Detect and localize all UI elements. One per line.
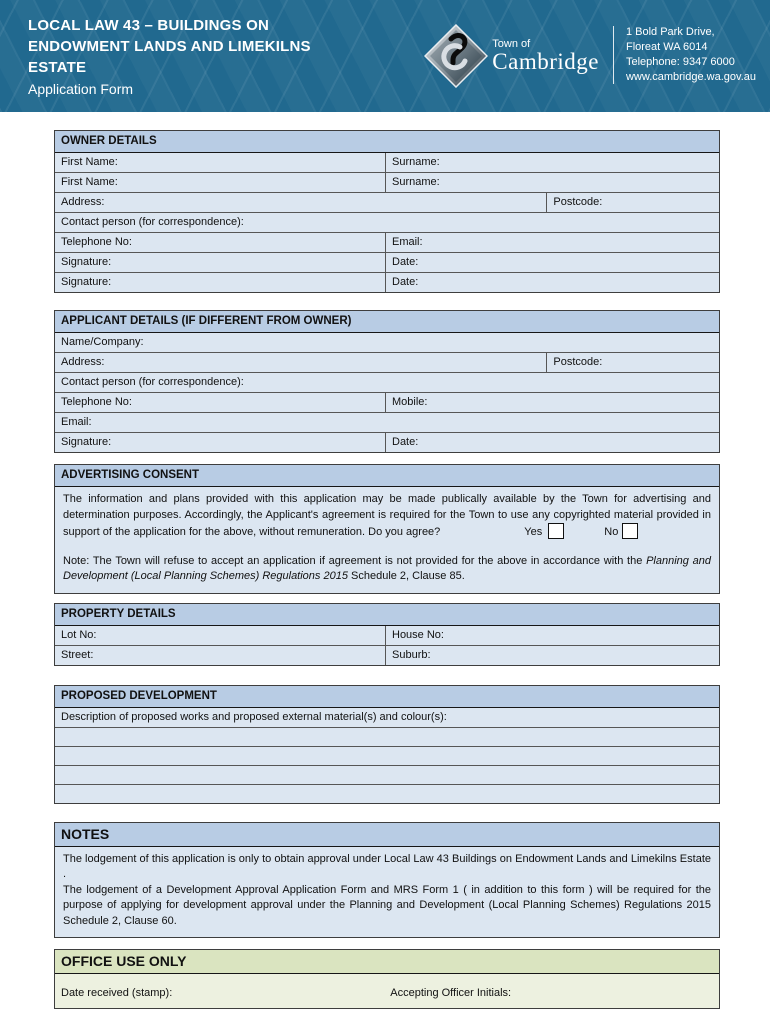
description-writing-line[interactable] (55, 765, 719, 784)
town-of-cambridge-logo (424, 24, 599, 88)
field-applicant-contact-person[interactable]: Contact person (for correspondence): (61, 376, 244, 388)
table-row (55, 333, 719, 352)
field-owner-email[interactable]: Email: (385, 233, 719, 252)
field-applicant-signature[interactable]: Signature: (61, 436, 112, 448)
description-writing-line[interactable] (55, 784, 719, 803)
field-applicant-email[interactable]: Email: (61, 416, 92, 428)
contact-block (626, 24, 756, 85)
table-row (55, 372, 719, 392)
table-row (55, 153, 719, 172)
page-header (0, 0, 770, 112)
logo-cambridge: Cambridge (492, 49, 599, 74)
table-row (55, 412, 719, 432)
field-lot-no[interactable]: Lot No: (61, 628, 97, 641)
table-row (55, 392, 719, 412)
contact-address-line-1: 1 Bold Park Drive, (625, 26, 715, 38)
table-row (55, 192, 719, 212)
consent-note (63, 554, 711, 585)
consent-paragraph (63, 492, 711, 541)
consent-note-regulation: Planning and Development (Local Planning Schemes) Regulations 2015 (63, 554, 711, 582)
notes-section (54, 822, 720, 939)
header-titles (28, 15, 311, 112)
field-street[interactable]: Street: (61, 648, 94, 661)
office-use-only-body (55, 974, 719, 1008)
consent-note-prefix: Note: The Town will refuse to accept an application if agreement is not provided for the above in accordance with the (63, 554, 647, 567)
table-row (55, 212, 719, 232)
property-details-section (54, 603, 720, 666)
office-use-only-header: OFFICE USE ONLY (55, 950, 719, 974)
field-applicant-address[interactable]: Address: (61, 356, 105, 368)
page-title-line-1: LOCAL LAW 43 – BUILDINGS ON (28, 17, 269, 34)
advertising-consent-body (55, 487, 719, 593)
contact-website: www.cambridge.wa.gov.au (625, 71, 756, 83)
field-first-name-1[interactable]: First Name: (61, 156, 118, 168)
table-row (55, 432, 719, 452)
notes-body (55, 847, 719, 938)
field-owner-signature-1[interactable]: Signature: (61, 256, 112, 268)
header-divider (613, 26, 614, 84)
contact-telephone: Telephone: 9347 6000 (625, 56, 735, 68)
logo-wordmark (492, 38, 599, 74)
notes-line-1: The lodgement of this application is only to obtain approval under Local Law 43 Buildings on Endowment Lands and Limekilns Estate . (63, 852, 711, 880)
table-row (55, 626, 719, 645)
page-title-line-3: ESTATE (28, 59, 87, 76)
field-owner-postcode[interactable]: Postcode: (546, 193, 719, 212)
property-details-header: PROPERTY DETAILS (55, 604, 719, 626)
field-surname-2[interactable]: Surname: (385, 173, 719, 192)
field-owner-telephone[interactable]: Telephone No: (61, 236, 132, 248)
field-owner-address[interactable]: Address: (61, 196, 105, 208)
field-owner-date-2[interactable]: Date: (385, 273, 719, 292)
table-row (55, 645, 719, 665)
table-row (55, 232, 719, 252)
form-body (54, 130, 720, 1009)
field-owner-date-1[interactable]: Date: (385, 253, 719, 272)
advertising-consent-header: ADVERTISING CONSENT (55, 465, 719, 487)
field-first-name-2[interactable]: First Name: (61, 176, 118, 188)
field-house-no[interactable]: House No: (385, 626, 719, 645)
field-suburb[interactable]: Suburb: (385, 646, 719, 665)
field-owner-contact-person[interactable]: Contact person (for correspondence): (61, 216, 244, 228)
field-applicant-date[interactable]: Date: (385, 433, 719, 452)
proposed-development-header: PROPOSED DEVELOPMENT (55, 686, 719, 708)
yes-label: Yes (524, 526, 543, 538)
form-subtitle: Application Form (28, 81, 134, 97)
field-description-of-works[interactable]: Description of proposed works and proposed external material(s) and colour(s): (61, 710, 447, 723)
swan-logo-icon (424, 24, 488, 88)
consent-text: The information and plans provided with this application may be made publically available by the Town for advertising and determination purposes. Accordingly, the Applicant's agreement is required for the Town to use any copyrighted material provided in support of the application for the above, without remuneration. Do you agree? (63, 493, 711, 538)
field-date-received-stamp[interactable]: Date received (stamp): (61, 987, 173, 999)
field-owner-signature-2[interactable]: Signature: (61, 276, 112, 288)
proposed-development-section (54, 685, 720, 804)
notes-header: NOTES (55, 823, 719, 847)
table-row (55, 252, 719, 272)
table-row (55, 272, 719, 292)
field-applicant-mobile[interactable]: Mobile: (385, 393, 719, 412)
advertising-consent-section (54, 464, 720, 594)
applicant-details-header: APPLICANT DETAILS (IF DIFFERENT FROM OWNER) (55, 311, 719, 333)
field-surname-1[interactable]: Surname: (385, 153, 719, 172)
notes-line-2: The lodgement of a Development Approval Application Form and MRS Form 1 ( in addition to this form ) will be required for the purpose of applying for development approval under the Planning and Development (Local Planning Schemes) Regulations 2015 Schedule 2, Clause 60. (63, 883, 711, 927)
header-brand-block (424, 15, 756, 112)
no-label: No (604, 526, 619, 538)
description-writing-line[interactable] (55, 727, 719, 746)
field-accepting-officer-initials[interactable]: Accepting Officer Initials: (390, 987, 512, 999)
applicant-details-section (54, 310, 720, 453)
office-use-only-section (54, 949, 720, 1009)
yes-checkbox[interactable] (548, 523, 564, 539)
agree-choice-group (524, 526, 638, 538)
owner-details-header: OWNER DETAILS (55, 131, 719, 153)
table-row (55, 708, 719, 727)
field-applicant-name-company[interactable]: Name/Company: (61, 336, 144, 348)
owner-details-section (54, 130, 720, 293)
contact-address-line-2: Floreat WA 6014 (625, 41, 708, 53)
description-writing-line[interactable] (55, 746, 719, 765)
table-row (55, 172, 719, 192)
no-checkbox[interactable] (622, 523, 638, 539)
consent-note-suffix: Schedule 2, Clause 85. (347, 570, 465, 582)
logo-town-of: Town of (492, 38, 531, 50)
field-applicant-telephone[interactable]: Telephone No: (61, 396, 132, 408)
table-row (55, 352, 719, 372)
page-title-line-2: ENDOWMENT LANDS AND LIMEKILNS (28, 38, 311, 55)
field-applicant-postcode[interactable]: Postcode: (546, 353, 719, 372)
